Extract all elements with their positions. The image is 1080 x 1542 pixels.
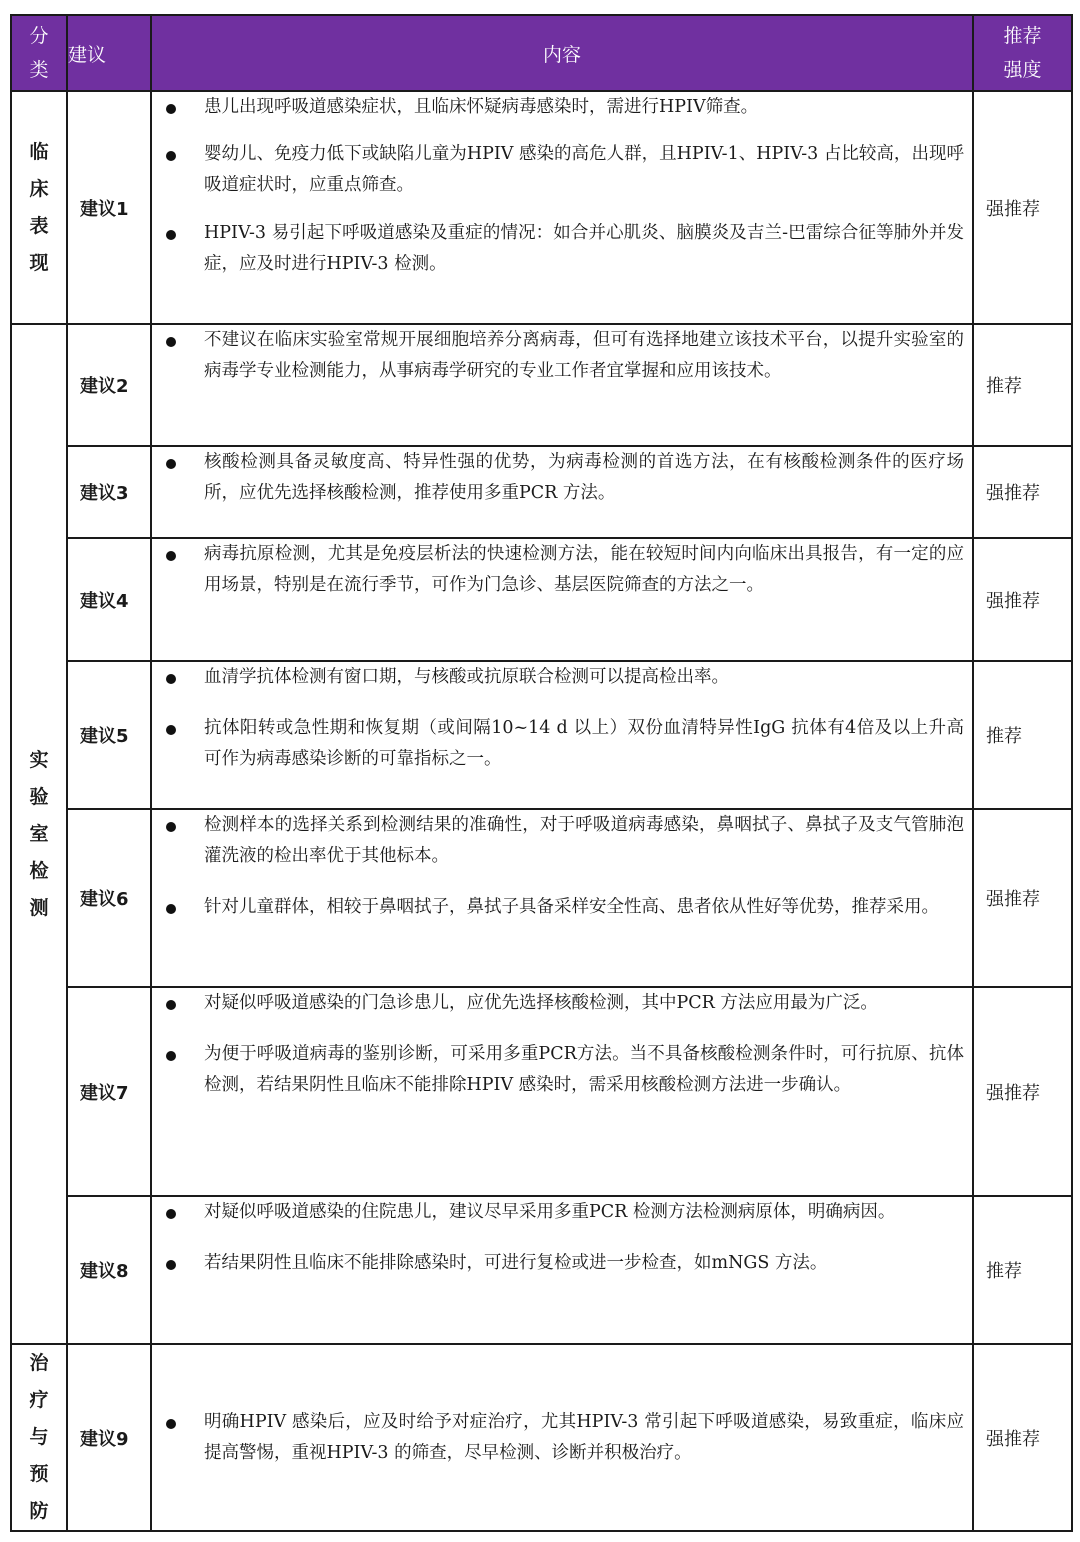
strength-value: 强推荐 — [973, 809, 1072, 987]
content-list — [152, 988, 964, 1101]
strength-value: 强推荐 — [973, 446, 1072, 538]
category-char: 预 — [29, 1463, 49, 1485]
header-category — [11, 15, 67, 91]
list-item — [152, 892, 964, 923]
list-item — [152, 218, 964, 280]
category-treatment — [11, 1344, 67, 1531]
category-char: 验 — [29, 785, 49, 808]
bullet-icon — [166, 904, 176, 914]
item-text: 明确HPIV 感染后，应及时给予对症治疗，尤其HPIV-3 常引起下呼吸道感染，易致重症，临床应提高警惕，重视HPIV-3 的筛查，尽早检测、诊断并积极治疗。 — [204, 1411, 964, 1463]
content-list — [152, 325, 964, 387]
category-char: 现 — [29, 251, 49, 274]
content-list — [152, 1197, 964, 1279]
list-item — [152, 1248, 964, 1279]
suggestion-name: 建议2 — [67, 324, 151, 446]
header-category-char: 类 — [29, 59, 49, 81]
list-item — [152, 713, 964, 775]
item-text: 若结果阴性且临床不能排除感染时，可进行复检或进一步检查，如mNGS 方法。 — [204, 1253, 828, 1273]
bullet-icon — [166, 551, 176, 561]
header-strength — [973, 15, 1072, 91]
content-list — [152, 539, 964, 601]
bullet-icon — [166, 725, 176, 735]
item-text: 血清学抗体检测有窗口期，与核酸或抗原联合检测可以提高检出率。 — [204, 667, 729, 687]
content-list — [152, 1407, 964, 1469]
item-text: 检测样本的选择关系到检测结果的准确性，对于呼吸道病毒感染，鼻咽拭子、鼻拭子及支气管肺泡灌洗液的检出率优于其他标本。 — [204, 815, 964, 866]
strength-value: 强推荐 — [973, 1344, 1072, 1531]
header-row — [11, 15, 1072, 91]
suggestion-name: 建议8 — [67, 1196, 151, 1344]
list-item — [152, 988, 964, 1019]
header-strength-line: 推荐 — [1003, 25, 1042, 47]
bullet-icon — [166, 230, 176, 240]
item-text: HPIV-3 易引起下呼吸道感染及重症的情况：如合并心肌炎、脑膜炎及吉兰-巴雷综合征等肺外并发症，应及时进行HPIV-3 检测。 — [204, 223, 964, 274]
table-row — [11, 538, 1072, 661]
item-text: 不建议在临床实验室常规开展细胞培养分离病毒，但可有选择地建立该技术平台，以提升实验室的病毒学专业检测能力，从事病毒学研究的专业工作者宜掌握和应用该技术。 — [204, 330, 964, 381]
suggestion-name: 建议7 — [67, 987, 151, 1196]
suggestion-name: 建议6 — [67, 809, 151, 987]
bullet-icon — [166, 104, 176, 114]
item-text: 婴幼儿、免疫力低下或缺陷儿童为HPIV 感染的高危人群，且HPIV-1、HPIV-3 占比较高，出现呼吸道症状时，应重点筛查。 — [204, 144, 964, 195]
category-char: 临 — [29, 140, 49, 163]
bullet-icon — [166, 1260, 176, 1270]
content-list — [152, 92, 964, 280]
content-list — [152, 447, 964, 509]
header-strength-line: 强度 — [1003, 59, 1042, 81]
suggestion-name: 建议3 — [67, 446, 151, 538]
category-char: 与 — [29, 1426, 49, 1448]
suggestion-name: 建议4 — [67, 538, 151, 661]
category-char: 检 — [29, 859, 49, 882]
list-item — [152, 539, 964, 601]
list-item — [152, 810, 964, 872]
strength-value: 推荐 — [973, 661, 1072, 809]
content-cell — [151, 1196, 973, 1344]
recommendation-table — [10, 14, 1073, 1532]
bullet-icon — [166, 337, 176, 347]
table-row — [11, 324, 1072, 446]
list-item — [152, 1407, 964, 1469]
content-list — [152, 810, 964, 923]
category-char: 疗 — [29, 1389, 49, 1411]
header-category-char: 分 — [29, 25, 49, 47]
bullet-icon — [166, 822, 176, 832]
bullet-icon — [166, 459, 176, 469]
item-text: 对疑似呼吸道感染的门急诊患儿，应优先选择核酸检测，其中PCR 方法应用最为广泛。 — [204, 993, 878, 1013]
category-char: 室 — [29, 822, 49, 845]
bullet-icon — [166, 1000, 176, 1010]
bullet-icon — [166, 1209, 176, 1219]
table-row — [11, 809, 1072, 987]
strength-value: 推荐 — [973, 1196, 1072, 1344]
bullet-icon — [166, 1051, 176, 1061]
list-item — [152, 139, 964, 201]
list-item — [152, 325, 964, 387]
list-item — [152, 447, 964, 509]
strength-value: 推荐 — [973, 324, 1072, 446]
item-text: 病毒抗原检测，尤其是免疫层析法的快速检测方法，能在较短时间内向临床出具报告，有一定的应用场景，特别是在流行季节，可作为门急诊、基层医院筛查的方法之一。 — [204, 544, 964, 595]
category-char: 测 — [29, 896, 49, 919]
table-row — [11, 446, 1072, 538]
item-text: 抗体阳转或急性期和恢复期（或间隔10~14 d 以上）双份血清特异性IgG 抗体有4倍及以上升高可作为病毒感染诊断的可靠指标之一。 — [204, 718, 964, 769]
category-char: 床 — [29, 177, 49, 200]
item-text: 患儿出现呼吸道感染症状，且临床怀疑病毒感染时，需进行HPIV筛查。 — [204, 97, 759, 117]
table-row — [11, 91, 1072, 324]
table-row — [11, 661, 1072, 809]
content-cell — [151, 661, 973, 809]
list-item — [152, 92, 964, 123]
header-content: 内容 — [151, 15, 973, 91]
table-row — [11, 987, 1072, 1196]
strength-value: 强推荐 — [973, 91, 1072, 324]
bullet-icon — [166, 674, 176, 684]
suggestion-name: 建议5 — [67, 661, 151, 809]
table-row — [11, 1344, 1072, 1531]
item-text: 针对儿童群体，相较于鼻咽拭子，鼻拭子具备采样安全性高、患者依从性好等优势，推荐采用。 — [204, 897, 939, 917]
table-row — [11, 1196, 1072, 1344]
content-cell — [151, 538, 973, 661]
category-char: 实 — [29, 748, 49, 771]
content-list — [152, 662, 964, 775]
category-clinical — [11, 91, 67, 324]
category-char: 治 — [29, 1352, 49, 1374]
item-text: 为便于呼吸道病毒的鉴别诊断，可采用多重PCR方法。当不具备核酸检测条件时，可行抗原、抗体检测，若结果阴性且临床不能排除HPIV 感染时，需采用核酸检测方法进一步确认。 — [204, 1044, 964, 1095]
strength-value: 强推荐 — [973, 987, 1072, 1196]
content-cell — [151, 809, 973, 987]
suggestion-name: 建议1 — [67, 91, 151, 324]
bullet-icon — [166, 151, 176, 161]
category-char: 防 — [29, 1500, 49, 1522]
content-cell — [151, 446, 973, 538]
strength-value: 强推荐 — [973, 538, 1072, 661]
content-cell — [151, 987, 973, 1196]
content-cell — [151, 91, 973, 324]
bullet-icon — [166, 1419, 176, 1429]
header-suggestion: 建议 — [67, 15, 151, 91]
content-cell — [151, 324, 973, 446]
category-char: 表 — [29, 214, 49, 237]
list-item — [152, 662, 964, 693]
item-text: 对疑似呼吸道感染的住院患儿，建议尽早采用多重PCR 检测方法检测病原体，明确病因。 — [204, 1202, 896, 1222]
item-text: 核酸检测具备灵敏度高、特异性强的优势，为病毒检测的首选方法，在有核酸检测条件的医疗场所，应优先选择核酸检测，推荐使用多重PCR 方法。 — [204, 452, 964, 503]
suggestion-name: 建议9 — [67, 1344, 151, 1531]
category-lab — [11, 324, 67, 1344]
list-item — [152, 1197, 964, 1228]
list-item — [152, 1039, 964, 1101]
content-cell — [151, 1344, 973, 1531]
